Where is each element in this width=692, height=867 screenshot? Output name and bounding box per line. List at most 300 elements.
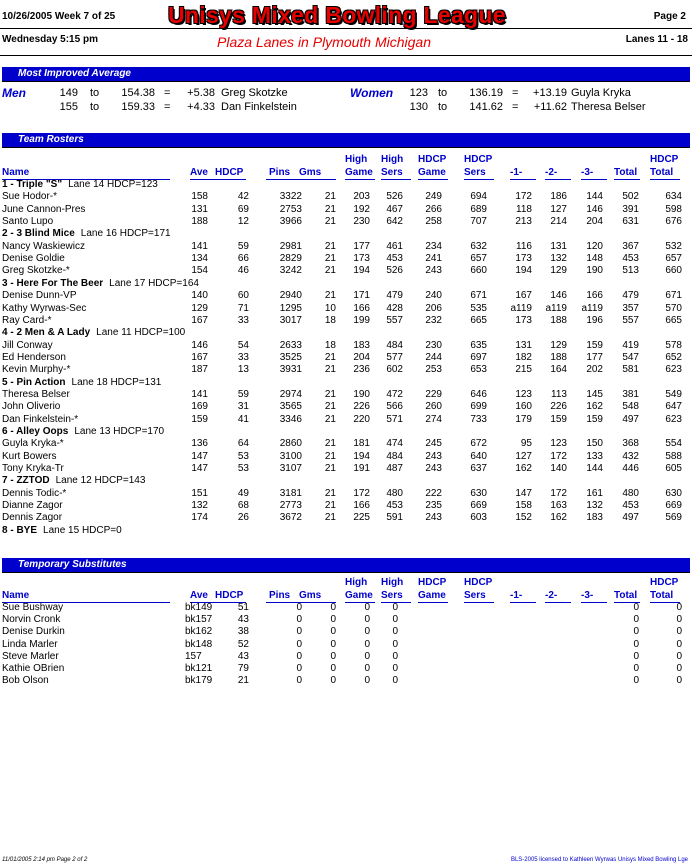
player-g2: 172 xyxy=(550,487,567,499)
player-hdcp: 69 xyxy=(237,203,249,215)
sub-stat: 0 xyxy=(392,602,398,613)
player-hg: 171 xyxy=(353,290,370,302)
player-hs: 526 xyxy=(386,191,403,203)
player-name: Guyla Kryka-* xyxy=(2,438,64,450)
player-name: Tony Kryka-Tr xyxy=(2,463,64,475)
player-hds: 672 xyxy=(470,438,487,450)
player-hdg: 274 xyxy=(425,413,442,425)
player-hs: 566 xyxy=(386,401,403,413)
player-pins: 2753 xyxy=(279,203,302,215)
player-htot: 652 xyxy=(665,351,682,363)
col-hdcp-game-header-underline xyxy=(418,602,448,603)
sub-stat: 0 xyxy=(633,638,639,650)
col-game2-header-underline xyxy=(545,602,571,603)
col-pins-header: Pins xyxy=(269,590,291,601)
player-pins: 2860 xyxy=(279,438,302,450)
team-rosters-band xyxy=(2,133,690,148)
player-pins: 3931 xyxy=(279,364,302,376)
player-g3: 202 xyxy=(586,364,603,376)
sub-stat: 0 xyxy=(676,663,682,674)
player-name: Kurt Bowers xyxy=(2,450,57,462)
player-hg: 173 xyxy=(353,253,370,265)
sub-stat: 38 xyxy=(237,626,249,638)
sub-stat: 0 xyxy=(364,638,370,650)
player-ave: 141 xyxy=(191,240,208,252)
player-hdcp: 33 xyxy=(237,314,249,326)
team-lane-hdcp: Lane 16 HDCP=171 xyxy=(80,228,171,240)
player-g2: 164 xyxy=(550,364,567,376)
player-pins: 3100 xyxy=(279,450,302,462)
team-header xyxy=(2,525,122,537)
player-htot: 623 xyxy=(665,413,682,425)
sub-stat: 0 xyxy=(364,675,370,687)
sub-name: Kathie OBrien xyxy=(2,663,65,674)
player-g3: 148 xyxy=(586,253,603,265)
player-name: Denise Dunn-VP xyxy=(2,290,77,302)
player-g1: 173 xyxy=(515,314,532,326)
col-hdcp-game-header-line2: Game xyxy=(418,590,446,601)
player-hg: 194 xyxy=(353,450,370,462)
player-name: Kevin Murphy-* xyxy=(2,364,71,376)
player-pins: 3242 xyxy=(279,265,302,277)
team-title: 6 - Alley Oops xyxy=(2,426,69,437)
player-pins: 2829 xyxy=(279,253,302,265)
team-header xyxy=(2,179,158,191)
player-htot: 532 xyxy=(665,240,682,252)
player-hg: 236 xyxy=(353,364,370,376)
player-hs: 480 xyxy=(386,487,403,499)
player-htot: 598 xyxy=(665,203,682,215)
player-tot: 480 xyxy=(622,487,639,499)
player-hg: 191 xyxy=(353,463,370,475)
col-gms-header: Gms xyxy=(299,590,322,601)
sub-ave: bk179 xyxy=(185,675,213,687)
player-gms: 21 xyxy=(324,290,336,302)
player-tot: 557 xyxy=(622,314,639,326)
player-hg: 177 xyxy=(353,240,370,252)
report-date-week: 10/26/2005 Week 7 of 25 xyxy=(2,11,116,22)
player-g2: 127 xyxy=(550,203,567,215)
player-ave: 188 xyxy=(191,216,208,228)
team-lane-hdcp: Lane 14 HDCP=123 xyxy=(68,179,158,190)
league-title: Unisys Mixed Bowling League xyxy=(168,2,506,28)
player-ave: 134 xyxy=(191,253,208,265)
col-high-sers-header-underline xyxy=(381,179,411,180)
player-name: Dennis Todic-* xyxy=(2,487,67,499)
player-hdg: 253 xyxy=(425,364,442,376)
player-gms: 21 xyxy=(324,463,336,475)
women-improved-to: 141.62 xyxy=(469,101,503,113)
player-pins: 3017 xyxy=(279,314,302,326)
men-improved-to: 159.33 xyxy=(121,101,155,113)
player-g3: 161 xyxy=(586,487,603,499)
team-title: 4 - 2 Men & A Lady xyxy=(2,327,91,339)
player-hds: 669 xyxy=(470,500,487,512)
player-pins: 2974 xyxy=(279,388,302,400)
women-improved-diff: +13.19 xyxy=(533,87,567,99)
player-hds: 635 xyxy=(470,339,487,351)
player-gms: 21 xyxy=(324,351,336,363)
player-ave: 147 xyxy=(191,450,208,462)
player-hdg: 260 xyxy=(425,401,442,413)
player-hg: 181 xyxy=(353,438,370,450)
player-hdg: 240 xyxy=(425,290,442,302)
player-htot: 549 xyxy=(665,388,682,400)
women-improved-equals: = xyxy=(512,101,519,113)
player-hdcp: 49 xyxy=(237,487,249,499)
sub-name: Linda Marler xyxy=(2,638,58,650)
player-g1: 118 xyxy=(516,203,532,215)
player-htot: 634 xyxy=(665,191,682,203)
player-hds: 603 xyxy=(470,512,487,524)
col-hdcp-total-header-line2: Total xyxy=(650,167,674,178)
col-hdcp-game-header-line2: Game xyxy=(418,167,446,178)
team-header xyxy=(2,278,199,290)
player-hdg: 241 xyxy=(425,253,442,265)
player-pins: 2981 xyxy=(279,240,302,252)
col-high-sers-header-line2: Sers xyxy=(381,590,403,601)
sub-ave: bk157 xyxy=(185,614,213,626)
player-g3: 196 xyxy=(586,314,603,326)
player-gms: 21 xyxy=(324,388,336,400)
player-hds: 653 xyxy=(470,364,487,376)
player-g1: 162 xyxy=(515,463,532,475)
player-hg: 183 xyxy=(353,339,370,351)
player-tot: 479 xyxy=(622,290,639,302)
player-tot: 497 xyxy=(622,413,639,425)
player-gms: 21 xyxy=(324,500,336,512)
col-hdcp-header: HDCP xyxy=(215,167,244,178)
sub-name: Norvin Cronk xyxy=(2,614,61,626)
col-hdcp-sers-header-line2: Sers xyxy=(464,167,486,178)
most-improved-heading: Most Improved Average xyxy=(18,68,131,79)
team-rosters-heading: Team Rosters xyxy=(18,134,84,145)
player-pins: 3565 xyxy=(279,401,302,413)
player-g1: a119 xyxy=(510,302,532,314)
player-g2: 113 xyxy=(551,388,567,400)
women-improved-to-word: to xyxy=(438,87,448,99)
player-g2: 163 xyxy=(550,500,567,512)
player-ave: 167 xyxy=(191,314,208,326)
sub-stat: 43 xyxy=(237,614,249,626)
col-game1-header: -1- xyxy=(510,590,523,601)
player-hs: 484 xyxy=(386,450,403,462)
sub-stat: 0 xyxy=(392,663,398,674)
sub-stat: 0 xyxy=(330,638,336,650)
player-hdcp: 53 xyxy=(237,450,249,462)
player-tot: 631 xyxy=(622,216,639,228)
sub-ave: bk148 xyxy=(185,638,213,650)
player-hg: 225 xyxy=(353,512,370,524)
page-number: Page 2 xyxy=(653,11,686,22)
player-name: June Cannon-Pres xyxy=(2,203,86,215)
col-game3-header: -3- xyxy=(581,167,594,178)
player-ave: 158 xyxy=(191,191,208,203)
sub-stat: 0 xyxy=(364,650,370,662)
player-g3: 145 xyxy=(586,388,603,400)
sub-stat: 0 xyxy=(392,626,398,638)
player-hdg: 230 xyxy=(425,339,442,351)
sub-ave: bk121 xyxy=(185,663,213,674)
player-pins: 3107 xyxy=(279,463,302,475)
sub-stat: 0 xyxy=(676,650,682,662)
col-game2-header: -2- xyxy=(545,590,558,601)
player-gms: 21 xyxy=(324,512,336,524)
player-g3: 146 xyxy=(586,203,603,215)
player-tot: 357 xyxy=(622,302,639,314)
player-hdg: 235 xyxy=(425,500,442,512)
player-pins: 3181 xyxy=(279,487,302,499)
sub-stat: 43 xyxy=(237,650,249,662)
player-hg: 166 xyxy=(353,302,370,314)
sub-stat: 0 xyxy=(633,650,639,662)
col-high-game-header-line2: Game xyxy=(345,590,373,601)
men-improved-to-word: to xyxy=(90,87,100,99)
col-game1-header: -1- xyxy=(510,167,523,178)
player-hds: 697 xyxy=(470,351,487,363)
player-hds: 707 xyxy=(470,216,487,228)
player-hdg: 243 xyxy=(425,512,442,524)
sub-stat: 0 xyxy=(364,614,370,626)
player-pins: 2773 xyxy=(279,500,302,512)
lanes: Lanes 11 - 18 xyxy=(625,34,688,45)
player-hdcp: 64 xyxy=(237,438,249,450)
player-g2: 123 xyxy=(550,438,567,450)
player-name: Greg Skotzke-* xyxy=(2,265,70,277)
men-improved-name: Greg Skotzke xyxy=(221,87,288,99)
player-hdcp: 53 xyxy=(237,463,249,475)
player-g2: 226 xyxy=(550,401,567,413)
col-game3-header: -3- xyxy=(581,590,594,601)
player-g1: 147 xyxy=(515,487,532,499)
col-hdcp-game-header-underline xyxy=(418,179,448,180)
sub-ave: 157 xyxy=(185,650,202,662)
player-hdg: 206 xyxy=(425,302,442,314)
player-g1: 179 xyxy=(515,413,532,425)
sub-stat: 0 xyxy=(330,650,336,662)
player-g1: 152 xyxy=(515,512,532,524)
player-name: Theresa Belser xyxy=(2,388,70,400)
player-gms: 18 xyxy=(324,339,336,351)
player-hdcp: 59 xyxy=(237,240,249,252)
player-g1: 194 xyxy=(515,265,532,277)
player-hdcp: 54 xyxy=(237,339,249,351)
col-high-game-header-underline xyxy=(345,179,375,180)
player-hds: 671 xyxy=(470,290,487,302)
player-hdcp: 60 xyxy=(237,290,249,302)
player-hdcp: 12 xyxy=(237,216,249,228)
player-hdcp: 33 xyxy=(237,351,249,363)
men-improved-diff: +4.33 xyxy=(187,101,215,113)
player-g3: 132 xyxy=(586,500,603,512)
player-hs: 487 xyxy=(386,463,403,475)
player-hs: 472 xyxy=(386,388,403,400)
player-htot: 676 xyxy=(665,216,682,228)
women-improved-from: 130 xyxy=(409,101,428,113)
sub-stat: 0 xyxy=(330,675,336,687)
player-hs: 526 xyxy=(386,265,403,277)
sub-stat: 0 xyxy=(296,626,302,638)
player-tot: 391 xyxy=(622,203,639,215)
player-name: John Oliverio xyxy=(2,401,61,413)
women-improved-to-word: to xyxy=(438,101,448,113)
player-htot: 570 xyxy=(665,302,682,314)
player-g2: 188 xyxy=(550,351,567,363)
player-name: Ed Henderson xyxy=(2,351,66,363)
player-pins: 3672 xyxy=(279,512,302,524)
sub-stat: 0 xyxy=(296,663,302,674)
team-title: 2 - 3 Blind Mice xyxy=(2,228,75,240)
player-htot: 660 xyxy=(665,265,682,277)
player-g2: 159 xyxy=(550,413,567,425)
player-hdg: 232 xyxy=(425,314,442,326)
player-hds: 699 xyxy=(470,401,487,413)
player-ave: 154 xyxy=(191,265,208,277)
men-improved-name: Dan Finkelstein xyxy=(221,101,297,113)
player-g2: 214 xyxy=(550,216,567,228)
player-ave: 131 xyxy=(191,203,208,215)
team-header xyxy=(2,426,164,438)
player-name: Sue Hodor-* xyxy=(2,191,58,203)
col-high-game-header-line1: High xyxy=(345,577,368,588)
header-rule-bottom xyxy=(0,55,692,56)
col-total-header: Total xyxy=(614,167,638,178)
footer-printed: 11/01/2005 2:14 pm Page 2 of 2 xyxy=(2,857,88,863)
player-gms: 21 xyxy=(324,438,336,450)
player-hdcp: 68 xyxy=(237,500,249,512)
player-g2: 188 xyxy=(550,314,567,326)
player-tot: 497 xyxy=(622,512,639,524)
player-pins: 3966 xyxy=(279,216,302,228)
player-hs: 461 xyxy=(386,240,403,252)
men-label: Men xyxy=(2,86,26,100)
col-hdcp-total-header-underline xyxy=(650,179,680,180)
player-gms: 21 xyxy=(324,413,336,425)
player-g2: a119 xyxy=(545,302,567,314)
sub-stat: 0 xyxy=(364,602,370,613)
player-name: Denise Goldie xyxy=(2,253,65,265)
sub-stat: 0 xyxy=(633,675,639,687)
player-ave: 147 xyxy=(191,463,208,475)
player-hs: 474 xyxy=(386,438,403,450)
player-pins: 3346 xyxy=(279,413,302,425)
sub-stat: 51 xyxy=(237,602,249,613)
col-game2-header-underline xyxy=(545,179,571,180)
player-g1: 160 xyxy=(515,401,532,413)
sub-stat: 0 xyxy=(676,675,682,687)
player-hs: 453 xyxy=(386,500,403,512)
player-htot: 623 xyxy=(665,364,682,376)
player-htot: 569 xyxy=(665,512,682,524)
player-ave: 140 xyxy=(191,290,208,302)
player-htot: 630 xyxy=(665,487,682,499)
player-htot: 665 xyxy=(665,314,682,326)
player-hdcp: 46 xyxy=(237,265,249,277)
player-g1: 127 xyxy=(515,450,532,462)
player-g2: 132 xyxy=(550,253,567,265)
player-gms: 21 xyxy=(324,487,336,499)
col-game1-header-underline xyxy=(510,602,536,603)
women-improved-name: Guyla Kryka xyxy=(571,87,631,99)
player-hdg: 243 xyxy=(425,463,442,475)
women-improved-name: Theresa Belser xyxy=(571,101,646,113)
player-hdg: 244 xyxy=(425,351,442,363)
sub-ave: bk162 xyxy=(185,626,213,638)
player-g3: 183 xyxy=(586,512,603,524)
sub-stat: 0 xyxy=(330,602,336,613)
player-htot: 671 xyxy=(665,290,682,302)
player-hs: 467 xyxy=(386,203,403,215)
team-title: 1 - Triple "S" xyxy=(2,179,63,190)
player-name: Nancy Waskiewicz xyxy=(2,240,85,252)
player-g2: 131 xyxy=(550,240,567,252)
player-hds: 665 xyxy=(470,314,487,326)
player-hdcp: 41 xyxy=(237,413,249,425)
sub-stat: 0 xyxy=(296,602,302,613)
player-g1: 182 xyxy=(515,351,532,363)
col-game3-header-underline xyxy=(581,179,607,180)
player-tot: 453 xyxy=(622,253,639,265)
women-label: Women xyxy=(350,86,394,100)
col-hdcp-game-header-line1: HDCP xyxy=(418,154,447,165)
player-g1: 167 xyxy=(515,290,532,302)
player-htot: 605 xyxy=(665,463,682,475)
col-hdcp-sers-header-line1: HDCP xyxy=(464,577,493,588)
sub-stat: 0 xyxy=(676,602,682,613)
player-hs: 642 xyxy=(386,216,403,228)
team-lane-hdcp: Lane 13 HDCP=170 xyxy=(74,426,165,437)
player-g3: 190 xyxy=(586,265,603,277)
player-hdcp: 42 xyxy=(237,191,249,203)
women-improved-from: 123 xyxy=(409,87,428,99)
player-ave: 141 xyxy=(191,388,208,400)
col-high-sers-header-line1: High xyxy=(381,154,404,165)
sub-stat: 0 xyxy=(676,638,682,650)
player-hs: 602 xyxy=(386,364,403,376)
player-hdcp: 26 xyxy=(237,512,249,524)
sub-stat: 0 xyxy=(330,663,336,674)
player-ave: 136 xyxy=(191,438,208,450)
player-hds: 630 xyxy=(470,487,487,499)
player-hdcp: 31 xyxy=(237,401,249,413)
player-hg: 230 xyxy=(353,216,370,228)
col-high-sers-header-line1: High xyxy=(381,577,404,588)
subs-band xyxy=(2,558,690,573)
player-g3: 150 xyxy=(586,438,603,450)
most-improved-band xyxy=(2,67,690,82)
sub-stat: 0 xyxy=(296,675,302,687)
player-tot: 513 xyxy=(622,265,639,277)
player-hdg: 222 xyxy=(425,487,442,499)
col-high-game-header-line1: High xyxy=(345,154,368,165)
col-total-header-underline xyxy=(614,179,640,180)
player-gms: 21 xyxy=(324,253,336,265)
men-improved-equals: = xyxy=(164,87,171,99)
player-g1: 158 xyxy=(515,500,532,512)
player-hdg: 266 xyxy=(425,203,442,215)
player-gms: 21 xyxy=(324,450,336,462)
player-g3: a119 xyxy=(581,302,603,314)
team-header xyxy=(2,228,171,240)
player-ave: 159 xyxy=(191,413,208,425)
col-hdcp-sers-header-underline xyxy=(464,179,494,180)
player-hdg: 243 xyxy=(425,265,442,277)
player-name: Dan Finkelstein-* xyxy=(2,413,79,425)
player-hds: 640 xyxy=(470,450,487,462)
player-g2: 172 xyxy=(550,450,567,462)
col-name-header: Name xyxy=(2,167,30,178)
men-improved-from: 149 xyxy=(59,87,78,99)
